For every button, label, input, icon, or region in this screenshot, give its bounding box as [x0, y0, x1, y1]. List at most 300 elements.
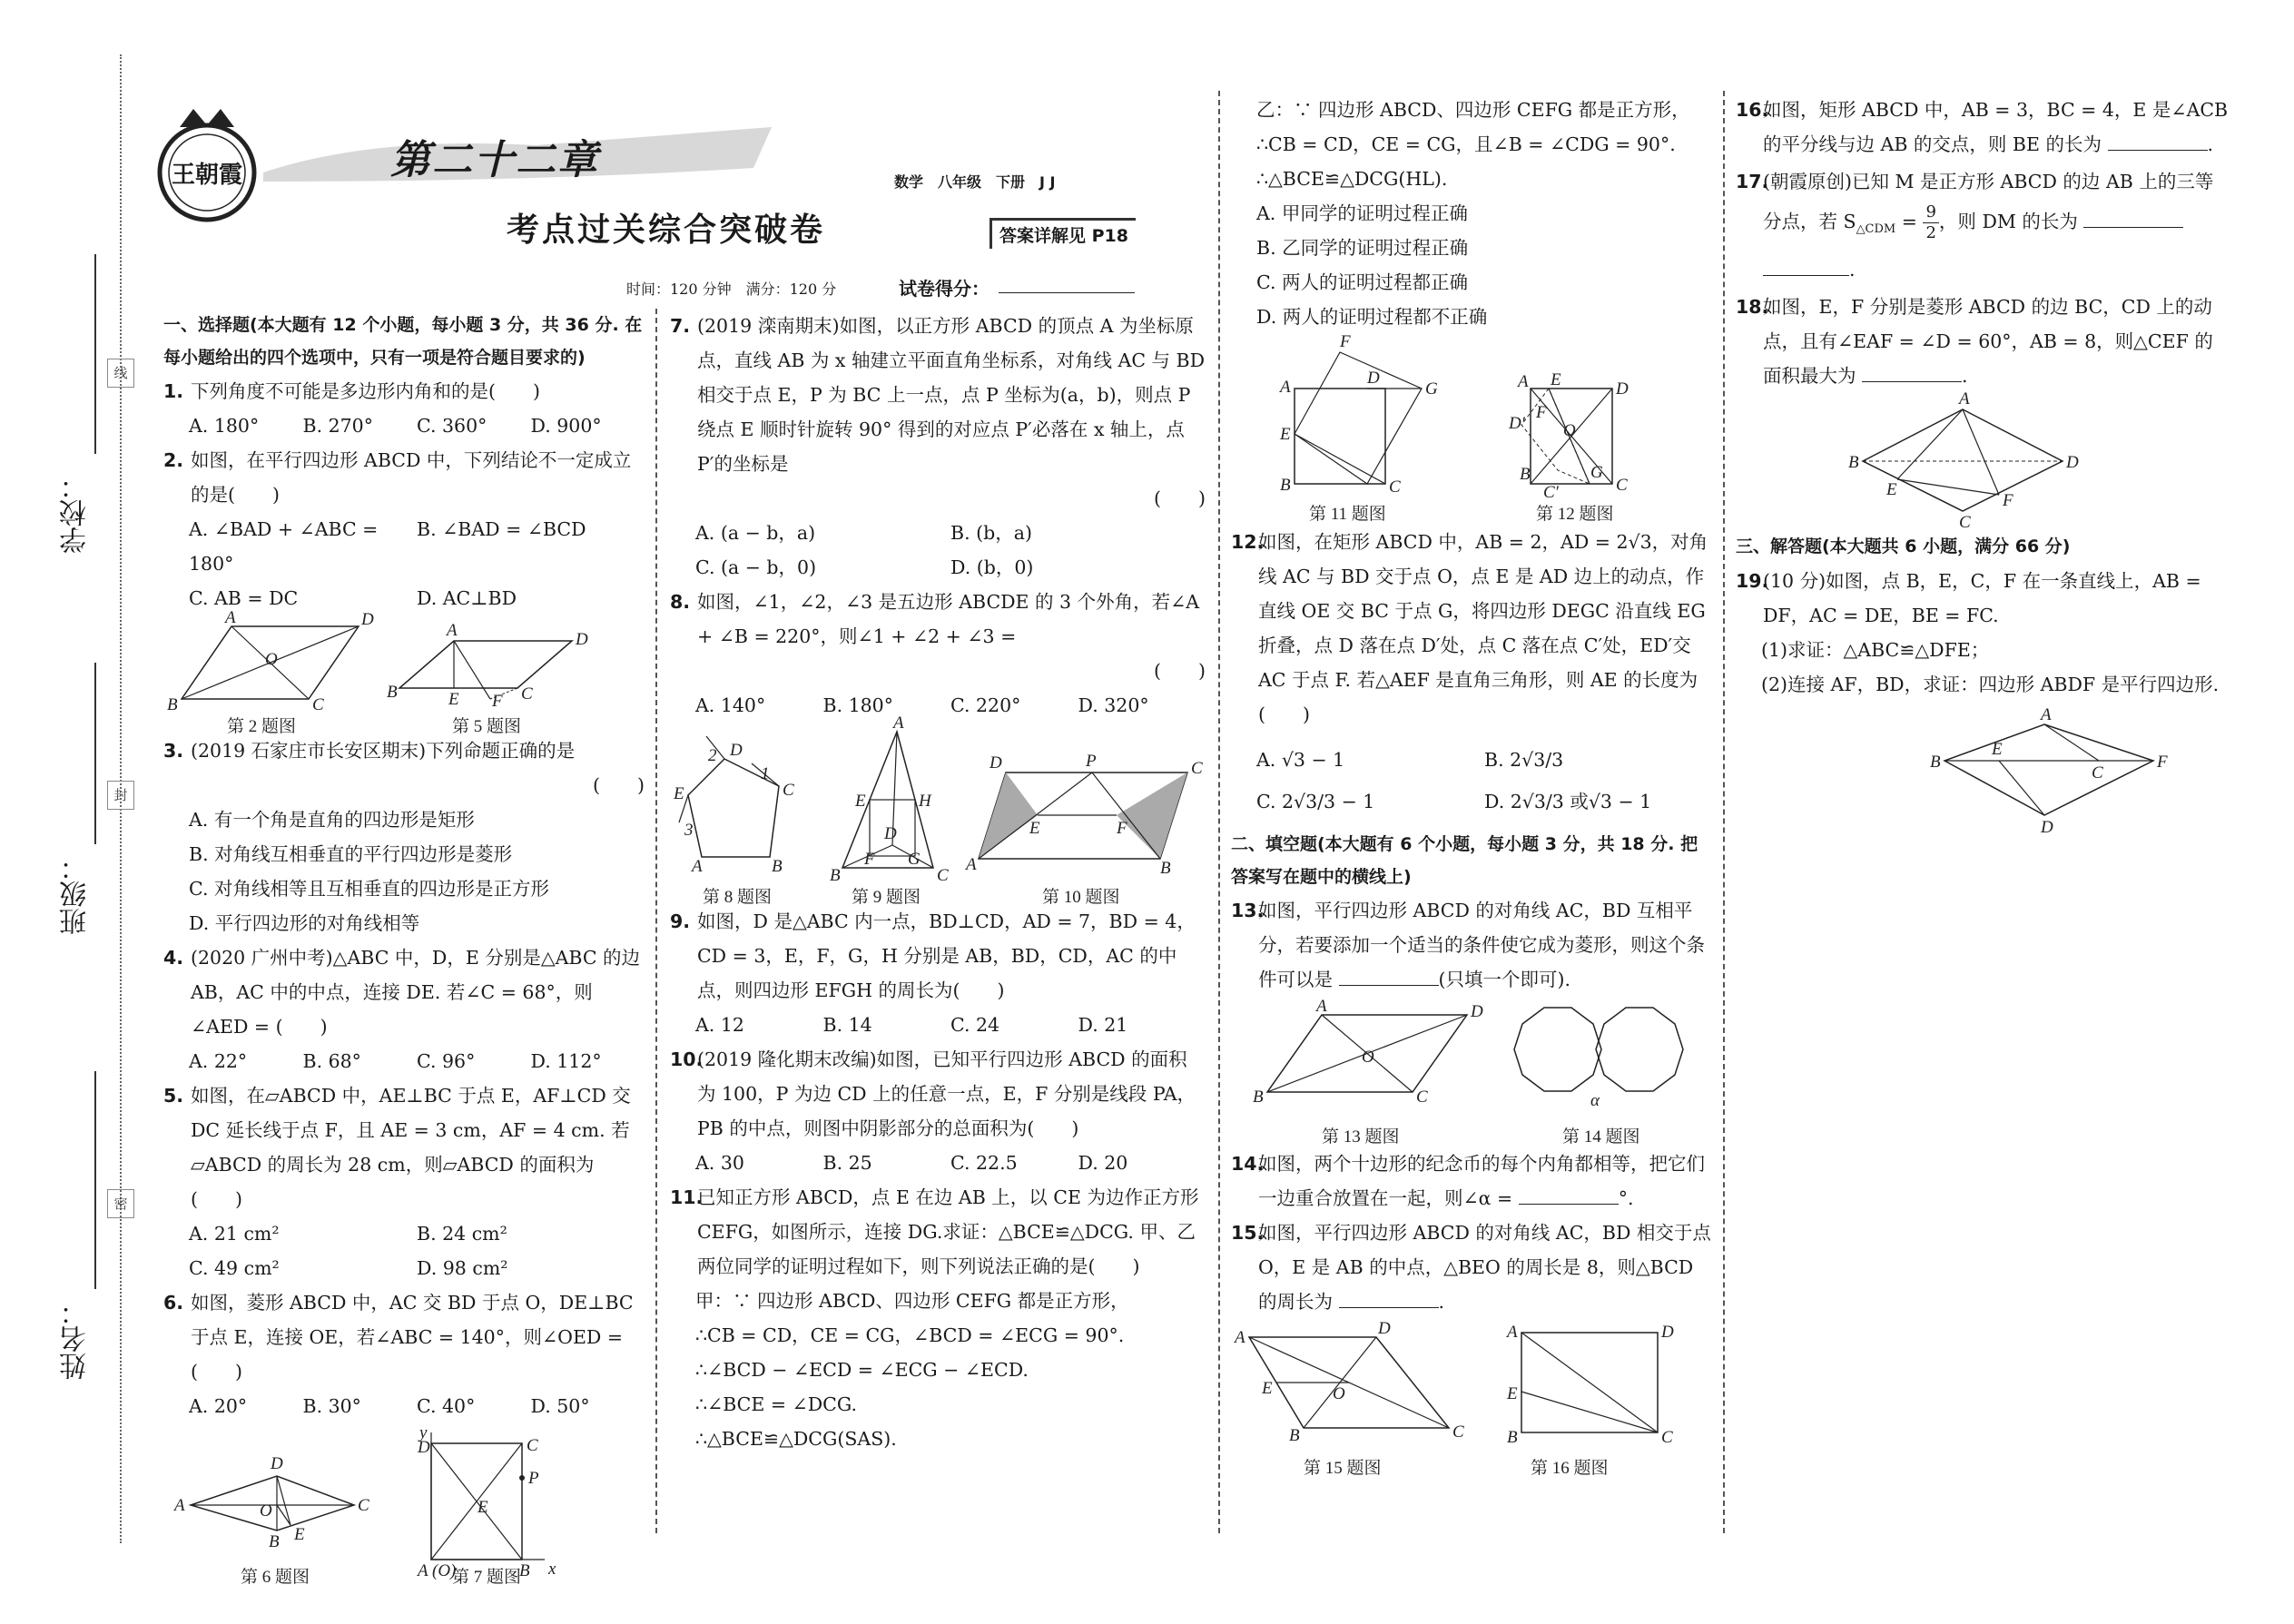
svg-text:E: E	[1992, 740, 2003, 760]
svg-text:F: F	[2003, 491, 2013, 511]
svg-text:B: B	[772, 857, 783, 876]
q13-number: 13.	[1231, 900, 1265, 921]
column-divider-2	[1218, 91, 1220, 1533]
svg-text:D: D	[1661, 1323, 1674, 1342]
figure-q15	[1233, 1319, 1464, 1478]
q6-text: 如图，菱形 ABCD 中，AC 交 BD 于点 O，DE⊥BC 于点 E，连接 OE，若∠ABC = 140°，则∠OED = ( )	[191, 1292, 634, 1383]
q2-option-b[interactable]: B. ∠BAD = ∠BCD	[417, 518, 586, 540]
q5-option-a[interactable]: A. 21 cm²	[189, 1223, 280, 1245]
svg-text:E: E	[1507, 1384, 1518, 1403]
q1-option-b[interactable]: B. 270°	[302, 415, 373, 437]
svg-text:B: B	[1930, 753, 1941, 773]
svg-text:C: C	[2092, 763, 2103, 783]
q10-option-c[interactable]: C. 22.5	[950, 1152, 1018, 1174]
figure-q8	[673, 736, 794, 907]
q2-option-a[interactable]: A. ∠BAD + ∠ABC = 180°	[189, 518, 379, 575]
q9-option-a[interactable]: A. 12	[695, 1014, 744, 1036]
q12-option-a[interactable]: A. √3 − 1	[1256, 749, 1345, 771]
q11-yi-line-3: ∴△BCE≌△DCG(HL).	[1256, 168, 1448, 190]
svg-text:O: O	[1362, 1048, 1374, 1067]
svg-text:P: P	[528, 1469, 539, 1488]
seal-mark-seal: 封	[107, 781, 134, 810]
q5-text: 如图，在▱ABCD 中，AE⊥BC 于点 E，AF⊥CD 交 DC 延长线于点 F，且 AE = 3 cm，AF = 4 cm. 若▱ABCD 的周长为 28 cm，则▱ABCD 的面积为( )	[191, 1085, 631, 1210]
q3-option-b[interactable]: B. 对角线互相垂直的平行四边形是菱形	[189, 843, 513, 865]
svg-text:G: G	[1590, 463, 1603, 482]
q16-answer-blank[interactable]	[2108, 132, 2208, 151]
q10-text: (2019 隆化期末改编)如图，已知平行四边形 ABCD 的面积为 100，P 为边 CD 上的任意一点，E，F 分别是线段 PA，PB 的中点，则图中阴影部分的总面积为( )	[697, 1048, 1196, 1139]
q12-option-b[interactable]: B. 2√3/3	[1484, 749, 1564, 771]
question-11	[670, 1180, 1206, 1284]
svg-text:A: A	[893, 714, 904, 733]
q3-option-c[interactable]: C. 对角线相等且互相垂直的四边形是正方形	[189, 878, 549, 900]
q16-tail: .	[2207, 133, 2214, 155]
q2-text: 如图，在平行四边形 ABCD 中，下列结论不一定成立的是( )	[191, 449, 632, 506]
q17-numerator: 9	[1923, 202, 1938, 223]
caption-q12: 第 12 题图	[1536, 505, 1614, 524]
caption-q9: 第 9 题图	[852, 888, 921, 907]
svg-text:F: F	[1536, 403, 1547, 422]
q11-jia-line-4: ∴∠BCE = ∠DCG.	[695, 1393, 857, 1415]
q11-yi-line-2: ∴CB = CD，CE = CG，且∠B = ∠CDG = 90°.	[1256, 133, 1676, 155]
q10-option-b[interactable]: B. 25	[822, 1152, 872, 1174]
svg-text:C: C	[1959, 513, 1971, 533]
question-7	[670, 309, 1206, 481]
q13-tail: (只填一个即可).	[1438, 969, 1571, 990]
svg-text:D: D	[418, 1438, 430, 1457]
svg-text:A (O): A (O)	[418, 1561, 457, 1580]
svg-text:E: E	[294, 1525, 305, 1544]
question-1	[163, 374, 645, 408]
svg-text:C: C	[358, 1496, 369, 1515]
figures-13-14	[1231, 997, 1712, 1147]
q5-option-b[interactable]: B. 24 cm²	[417, 1223, 507, 1245]
figures-11-12	[1231, 334, 1712, 525]
q4-options	[163, 1044, 645, 1078]
q4-option-c[interactable]: C. 96°	[417, 1050, 476, 1072]
figure-q14	[1514, 1008, 1683, 1147]
q6-option-c[interactable]: C. 40°	[417, 1395, 476, 1417]
svg-text:D: D	[989, 753, 1002, 773]
svg-text:E: E	[1029, 819, 1040, 838]
q4-option-a[interactable]: A. 22°	[189, 1050, 248, 1072]
q7-option-b[interactable]: B. (b，a)	[950, 522, 1032, 544]
q17-answer-blank-2[interactable]	[1763, 257, 1849, 276]
svg-text:C: C	[527, 1436, 538, 1455]
svg-text:x: x	[548, 1560, 556, 1579]
q1-text: 下列角度不可能是多边形内角和的是( )	[191, 380, 540, 402]
q12-option-c[interactable]: C. 2√3/3 − 1	[1256, 791, 1375, 812]
svg-text:O: O	[1563, 421, 1576, 440]
name-label: 姓名：	[60, 1298, 92, 1380]
svg-text:B: B	[519, 1561, 530, 1580]
q17-fraction	[1923, 202, 1938, 243]
figure-q5	[387, 621, 588, 736]
figure-q7	[416, 1423, 556, 1587]
q1-option-d[interactable]: D. 900°	[530, 415, 602, 437]
q11-option-d[interactable]: D. 两人的证明过程都不正确	[1256, 306, 1488, 328]
q4-text: (2020 广州中考)△ABC 中，D，E 分别是△ABC 的边 AB，AC 中的中点，连接 DE. 若∠C = 68°，则∠AED = ( )	[191, 947, 641, 1038]
svg-text:A: A	[1235, 1328, 1245, 1347]
q2-number: 2.	[163, 449, 184, 471]
figures-8-9-10	[670, 714, 1206, 907]
svg-text:C: C	[1389, 477, 1401, 497]
svg-text:E: E	[674, 784, 684, 803]
class-field-line[interactable]	[94, 663, 96, 844]
svg-text:C: C	[1661, 1428, 1673, 1447]
time-and-score: 时间：120 分钟 满分：120 分	[626, 281, 837, 298]
figure-8-10-svg	[670, 714, 1206, 907]
caption-q16: 第 16 题图	[1531, 1459, 1609, 1478]
svg-text:C: C	[1191, 759, 1203, 778]
column-3	[1231, 93, 1712, 1478]
q4-number: 4.	[163, 947, 184, 969]
svg-text:A: A	[447, 621, 458, 640]
figure-15-16-svg	[1231, 1319, 1712, 1478]
q8-option-a[interactable]: A. 140°	[695, 694, 766, 716]
q15-text: 如图，平行四边形 ABCD 的对角线 AC，BD 相交于点 O，E 是 AB 的中点，△BEO 的周长是 8，则△BCD 的周长为	[1258, 1222, 1711, 1313]
q2-option-d[interactable]: D. AC⊥BD	[417, 587, 517, 609]
question-10	[670, 1042, 1206, 1146]
q17-number: 17.	[1736, 171, 1769, 192]
q10-option-a[interactable]: A. 30	[695, 1152, 744, 1174]
q17-denominator: 2	[1925, 223, 1936, 242]
school-field-line[interactable]	[94, 254, 96, 454]
caption-q6: 第 6 题图	[241, 1568, 310, 1587]
q14-answer-blank[interactable]	[1519, 1186, 1619, 1205]
q19-part-2: (2)连接 AF，BD，求证：四边形 ABDF 是平行四边形.	[1761, 674, 2220, 696]
q11-option-c[interactable]: C. 两人的证明过程都正确	[1256, 271, 1468, 293]
q12-number: 12.	[1231, 531, 1265, 553]
svg-text:F: F	[1117, 819, 1127, 838]
svg-text:B: B	[1289, 1426, 1300, 1445]
figure-q18	[1736, 389, 2230, 533]
caption-q13: 第 13 题图	[1322, 1127, 1400, 1147]
figure-q18-wrap	[1736, 389, 2230, 533]
q7-number: 7.	[670, 315, 691, 337]
svg-text:E: E	[1280, 425, 1291, 444]
q15-tail: .	[1438, 1291, 1445, 1313]
svg-text:E: E	[855, 792, 866, 811]
svg-text:E: E	[1886, 480, 1897, 500]
question-6	[163, 1285, 645, 1389]
svg-text:A: A	[692, 857, 703, 876]
figures-2-5	[163, 608, 645, 736]
svg-text:B: B	[1520, 465, 1531, 484]
q6-option-b[interactable]: B. 30°	[302, 1395, 361, 1417]
svg-text:O: O	[265, 650, 278, 669]
q10-option-d[interactable]: D. 20	[1078, 1152, 1128, 1174]
svg-text:C: C	[937, 866, 949, 885]
q12-option-d[interactable]: D. 2√3/3 或√3 − 1	[1484, 791, 1652, 812]
svg-text:H: H	[919, 792, 931, 811]
q10-number: 10.	[670, 1048, 704, 1070]
section-2-title: 二、填空题(本大题有 6 个小题，每小题 3 分，共 18 分. 把答案写在题中的横线上)	[1231, 834, 1698, 887]
question-13	[1231, 893, 1712, 997]
q4-option-d[interactable]: D. 112°	[530, 1050, 602, 1072]
score-field[interactable]	[999, 292, 1135, 293]
q8-option-b[interactable]: B. 180°	[822, 694, 893, 716]
svg-text:B: B	[269, 1532, 280, 1551]
q3-number: 3.	[163, 740, 184, 762]
svg-text:A: A	[2041, 705, 2052, 725]
q6-options	[163, 1389, 645, 1423]
figure-6-7-svg	[163, 1423, 645, 1587]
seal-mark-secret: 密	[107, 1189, 134, 1218]
q18-number: 18.	[1736, 296, 1769, 319]
q14-text: 如图，两个十边形的纪念币的每个内角都相等，把它们一边重合放置在一起，则∠α =	[1258, 1153, 1705, 1209]
q8-options	[670, 688, 1206, 723]
q19-part-1: (1)求证：△ABC≌△DFE；	[1761, 639, 1990, 662]
svg-text:B: B	[1253, 1088, 1264, 1107]
svg-text:A: A	[1316, 997, 1327, 1016]
answer-reference: 答案详解见 P18	[989, 218, 1136, 249]
column-divider-3	[1723, 91, 1725, 1533]
caption-q10: 第 10 题图	[1042, 888, 1120, 907]
svg-text:E: E	[478, 1498, 488, 1517]
svg-text:2: 2	[708, 746, 717, 765]
brand-name: 王朝霞	[171, 162, 242, 189]
q7-answer-paren[interactable]: ( )	[1154, 487, 1206, 509]
svg-text:3: 3	[684, 821, 694, 840]
svg-text:E: E	[448, 690, 459, 709]
svg-text:B: B	[167, 695, 178, 714]
svg-text:C: C	[521, 684, 533, 704]
question-17	[1736, 162, 2230, 290]
q18-answer-blank[interactable]	[1862, 363, 1962, 382]
q7-option-c[interactable]: C. (a − b，0)	[695, 556, 817, 578]
q16-number: 16.	[1736, 99, 1769, 121]
q8-option-d[interactable]: D. 320°	[1078, 694, 1149, 716]
q9-number: 9.	[670, 910, 691, 932]
svg-text:D: D	[361, 610, 374, 629]
caption-q5: 第 5 题图	[452, 717, 522, 736]
q11-yi-line-1: 乙：∵ 四边形 ABCD、四边形 CEFG 都是正方形，	[1256, 99, 1690, 121]
q11-option-b[interactable]: B. 乙同学的证明过程正确	[1256, 237, 1469, 259]
svg-text:F: F	[2157, 753, 2168, 773]
q2-options	[163, 512, 645, 615]
q7-option-d[interactable]: D. (b，0)	[950, 556, 1034, 578]
svg-text:1: 1	[761, 764, 770, 783]
question-9	[670, 904, 1206, 1008]
chapter-title: 第二十二章	[390, 137, 599, 183]
figures-6-7	[163, 1423, 645, 1587]
svg-text:A: A	[174, 1496, 185, 1515]
svg-text:G: G	[1425, 379, 1438, 399]
svg-text:D: D	[271, 1454, 283, 1473]
svg-text:A: A	[966, 855, 977, 874]
column-1	[163, 309, 645, 1587]
caption-q8: 第 8 题图	[703, 888, 773, 907]
q3-option-a[interactable]: A. 有一个角是直角的四边形是矩形	[189, 809, 475, 831]
q5-options	[163, 1216, 645, 1285]
q8-number: 8.	[670, 591, 691, 613]
svg-text:B: B	[830, 866, 841, 885]
figure-q6	[172, 1454, 369, 1587]
figure-11-12-svg	[1231, 334, 1712, 525]
q17-text: (朝霞原创)已知 M 是正方形 ABCD 的边 AB 上的三等分点，若 S	[1763, 171, 2214, 232]
caption-q11: 第 11 题图	[1309, 505, 1386, 524]
section-1-title: 一、选择题(本大题有 12 个小题，每小题 3 分，共 36 分. 在每小题给出的四个选项中，只有一项是符合题目要求的)	[163, 315, 643, 368]
paper-subtitle: 考点过关综合突破卷	[507, 212, 826, 249]
q7-options	[670, 516, 1206, 585]
question-5	[163, 1078, 645, 1216]
svg-text:A: A	[1507, 1323, 1518, 1342]
q18-text: 如图，E，F 分别是菱形 ABCD 的边 BC，CD 上的动点，且有∠EAF = ∠D = 60°，AB = 8，则△CEF 的面积最大为	[1763, 296, 2213, 388]
q17-end: .	[1849, 259, 1856, 281]
q3-text: (2019 石家庄市长安区期末)下列命题正确的是	[191, 740, 576, 762]
svg-text:C: C	[1416, 1088, 1428, 1107]
q17-answer-blank[interactable]	[2083, 209, 2183, 228]
q11-jia-line-1: 甲：∵ 四边形 ABCD、四边形 CEFG 都是正方形，	[695, 1290, 1129, 1312]
q18-tail: .	[1962, 365, 1968, 388]
q11-text: 已知正方形 ABCD，点 E 在边 AB 上，以 CE 为边作正方形 CEFG，如图所示，连接 DG.求证：△BCE≌△DCG. 甲、乙两位同学的证明过程如下，则下列说法正确的是( )	[697, 1186, 1199, 1277]
q16-text: 如图，矩形 ABCD 中，AB = 3，BC = 4，E 是∠ACB 的平分线与边 AB 的交点，则 BE 的长为	[1763, 99, 2229, 155]
caption-q14: 第 14 题图	[1562, 1127, 1640, 1147]
q6-option-a[interactable]: A. 20°	[189, 1395, 248, 1417]
svg-text:B: B	[1280, 476, 1291, 495]
q9-option-d[interactable]: D. 21	[1078, 1014, 1128, 1036]
score-label: 试卷得分：	[899, 278, 989, 300]
figure-q13	[1253, 997, 1483, 1147]
q3-answer-paren[interactable]: ( )	[593, 774, 645, 796]
q11-option-a[interactable]: A. 甲同学的证明过程正确	[1256, 202, 1468, 224]
caption-q15: 第 15 题图	[1304, 1459, 1382, 1478]
svg-text:A: A	[1518, 372, 1529, 391]
class-label: 班级：	[60, 853, 92, 935]
q5-number: 5.	[163, 1085, 184, 1107]
q7-option-a[interactable]: A. (a − b，a)	[695, 522, 816, 544]
q9-options	[670, 1008, 1206, 1042]
svg-text:F: F	[1340, 332, 1351, 351]
question-16	[1736, 93, 2230, 162]
q5-option-d[interactable]: D. 98 cm²	[417, 1257, 508, 1279]
svg-text:D: D	[2041, 818, 2053, 838]
q1-option-a[interactable]: A. 180°	[189, 415, 260, 437]
q19-number: 19.	[1736, 570, 1769, 593]
section-3-title: 三、解答题(本大题共 6 小题，满分 66 分)	[1736, 536, 2071, 557]
q19-text: (10 分)如图，点 B，E，C，F 在一条直线上，AB = DF，AC = DE，BE = FC.	[1763, 570, 2201, 627]
column-4	[1736, 93, 2230, 847]
q12-options	[1231, 732, 1712, 822]
svg-text:y: y	[419, 1423, 428, 1442]
svg-text:A: A	[1280, 378, 1291, 397]
question-12	[1231, 525, 1712, 732]
svg-text:O: O	[260, 1501, 272, 1521]
svg-text:D: D	[1471, 1002, 1483, 1021]
q9-option-c[interactable]: C. 24	[950, 1014, 1000, 1036]
svg-text:C: C	[1452, 1422, 1464, 1442]
q14-tail: °.	[1618, 1187, 1634, 1209]
q6-option-d[interactable]: D. 50°	[530, 1395, 590, 1417]
svg-text:C: C	[312, 695, 324, 714]
svg-text:D′: D′	[1509, 414, 1525, 433]
q11-jia-line-3: ∴∠BCD − ∠ECD = ∠ECG − ∠ECD.	[695, 1359, 1029, 1381]
q8-option-c[interactable]: C. 220°	[950, 694, 1021, 716]
figure-q16	[1505, 1323, 1674, 1478]
svg-text:D: D	[730, 741, 743, 760]
q3-option-d[interactable]: D. 平行四边形的对角线相等	[189, 912, 420, 934]
svg-text:D: D	[884, 824, 897, 843]
caption-q7: 第 7 题图	[452, 1568, 522, 1587]
name-field-line[interactable]	[94, 1071, 96, 1289]
svg-text:D: D	[1378, 1319, 1391, 1338]
q15-number: 15.	[1231, 1222, 1265, 1244]
q7-text: (2019 滦南期末)如图，以正方形 ABCD 的顶点 A 为坐标原点，直线 AB 为 x 轴建立平面直角坐标系，对角线 AC 与 BD 相交于点 E，P 为 BC 上一点，点 P 坐标为(a，b)，则点 P 绕点 E 顺时针旋转 90° 得到的对应点 P′必落在 x 轴上，点 P′的坐标是	[697, 315, 1206, 475]
svg-text:A: A	[225, 608, 236, 627]
q5-option-c[interactable]: C. 49 cm²	[189, 1257, 280, 1279]
q17-equals: =	[1895, 211, 1924, 232]
figure-q19	[1736, 705, 2230, 847]
column-divider-1	[655, 309, 657, 1533]
svg-text:O: O	[1333, 1384, 1345, 1403]
q4-option-b[interactable]: B. 68°	[302, 1050, 361, 1072]
q15-answer-blank[interactable]	[1339, 1289, 1439, 1308]
q2-option-c[interactable]: C. AB = DC	[189, 587, 299, 609]
figure-13-14-svg	[1231, 997, 1712, 1147]
figure-q2	[167, 608, 374, 736]
question-3	[163, 733, 645, 768]
svg-text:D: D	[1367, 369, 1380, 388]
brand-logo	[153, 100, 261, 227]
q6-number: 6.	[163, 1292, 184, 1314]
figure-q11	[1278, 332, 1438, 524]
svg-text:B: B	[1848, 453, 1859, 473]
school-label: 学校：	[60, 472, 92, 554]
svg-text:E: E	[1551, 370, 1561, 389]
q8-text: 如图，∠1，∠2，∠3 是五边形 ABCDE 的 3 个外角，若∠A + ∠B = 220°，则∠1 + ∠2 + ∠3 =	[697, 591, 1200, 647]
svg-text:α: α	[1590, 1091, 1600, 1110]
figure-q19-wrap	[1736, 705, 2230, 847]
question-14	[1231, 1147, 1712, 1216]
svg-text:B: B	[1507, 1428, 1518, 1447]
q1-options	[163, 408, 645, 443]
column-2	[670, 309, 1206, 1456]
q11-number: 11.	[670, 1186, 704, 1208]
q17-subscript: △CDM	[1856, 222, 1896, 237]
q17-tail: ，则 DM 的长为	[1938, 211, 2078, 232]
question-8	[670, 585, 1206, 654]
svg-text:D: D	[576, 630, 588, 649]
caption-q2: 第 2 题图	[227, 717, 297, 736]
q1-number: 1.	[163, 380, 184, 402]
seal-mark-line: 线	[107, 359, 134, 388]
q11-jia-line-2: ∴CB = CD，CE = CG，∠BCD = ∠ECG = 90°.	[695, 1324, 1125, 1346]
svg-text:F: F	[492, 692, 503, 711]
figure-2-5-svg	[163, 608, 645, 736]
svg-text:A: A	[1959, 389, 1970, 409]
question-4	[163, 940, 645, 1044]
question-2	[163, 443, 645, 512]
question-18	[1736, 290, 2230, 393]
svg-text:B: B	[1160, 859, 1171, 878]
figure-q12	[1508, 370, 1629, 524]
question-15	[1231, 1216, 1712, 1319]
svg-text:D: D	[2066, 453, 2079, 473]
q13-answer-blank[interactable]	[1339, 967, 1439, 986]
q12-text: 如图，在矩形 ABCD 中，AB = 2，AD = 2√3，对角线 AC 与 BD 交于点 O，点 E 是 AD 边上的动点，作直线 OE 交 BC 于点 G，将四边形 DEGC 沿直线 EG 折叠，点 D 落在点 D′处，点 C 落在点 C′处，ED′交 AC 于点 F. 若△AEF 是直角三角形，则 AE 的长度为( )	[1258, 531, 1708, 725]
figure-q9	[830, 714, 949, 907]
q8-answer-paren[interactable]: ( )	[1154, 660, 1206, 682]
q13-text: 如图，平行四边形 ABCD 的对角线 AC，BD 互相平分，若要添加一个适当的条件使它成为菱形，则这个条件可以是	[1258, 900, 1705, 990]
q9-option-b[interactable]: B. 14	[822, 1014, 872, 1036]
svg-text:F: F	[864, 850, 875, 869]
question-19	[1736, 564, 2230, 633]
svg-text:C′: C′	[1543, 483, 1559, 502]
svg-text:E: E	[1262, 1379, 1273, 1398]
q1-option-c[interactable]: C. 360°	[417, 415, 487, 437]
svg-text:D: D	[1616, 379, 1629, 399]
svg-text:G: G	[908, 850, 921, 869]
